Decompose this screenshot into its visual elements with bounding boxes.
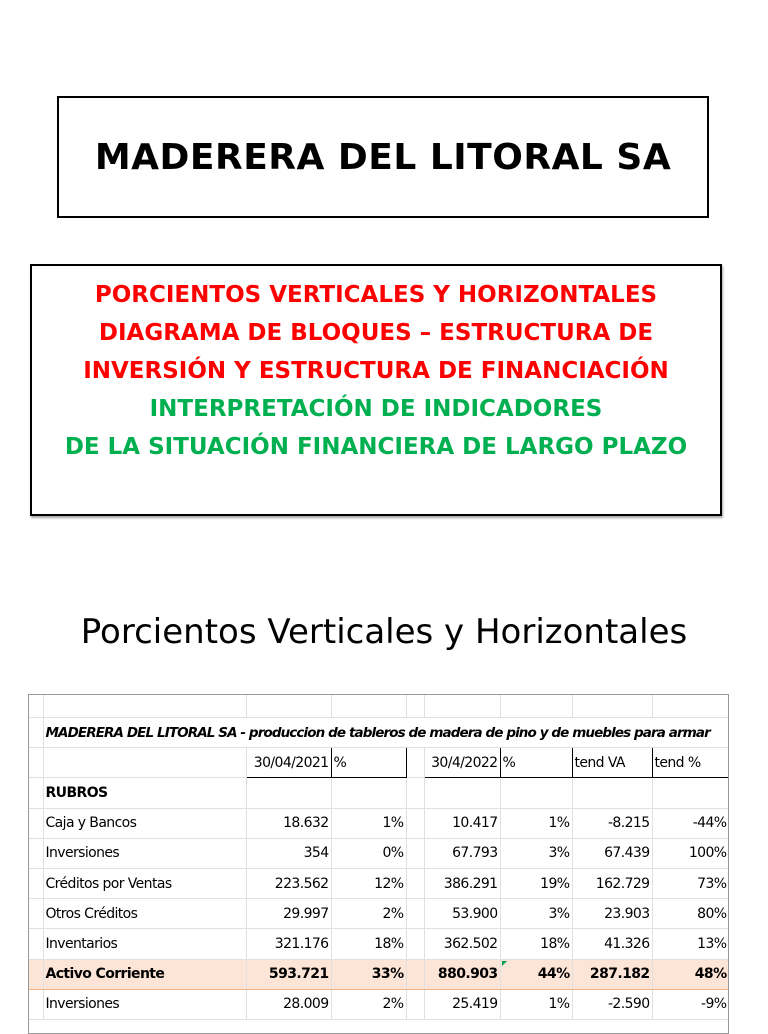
pct-2022: 3% [500, 838, 572, 868]
pct-2021: 0% [331, 838, 406, 868]
header-pct-2022: % [500, 748, 572, 778]
tend-va: -2.590 [572, 989, 652, 1019]
pct-2022: 1% [500, 989, 572, 1019]
value-2022: 25.419 [424, 989, 500, 1019]
total-tend-pct: 48% [652, 959, 729, 989]
section-row [29, 778, 729, 808]
value-2021: 321.176 [246, 929, 331, 959]
tend-pct: -9% [652, 989, 729, 1019]
table-row [29, 838, 729, 868]
value-2022: 10.417 [424, 808, 500, 838]
header-date-2021: 30/04/2021 [246, 748, 331, 778]
pct-2022: 1% [500, 808, 572, 838]
tend-va: -8.215 [572, 808, 652, 838]
subtitle-line-1: PORCIENTOS VERTICALES Y HORIZONTALES [94, 282, 658, 308]
spreadsheet [28, 694, 729, 1034]
pct-2021: 18% [331, 929, 406, 959]
tend-pct: 100% [652, 838, 729, 868]
pct-2021: 12% [331, 868, 406, 898]
total-pct-2021: 33% [331, 959, 406, 989]
table-caption-row [29, 718, 729, 748]
value-2021: 28.009 [246, 989, 331, 1019]
tend-pct: 80% [652, 899, 729, 929]
tend-va: 41.326 [572, 929, 652, 959]
header-tend-va: tend VA [572, 748, 652, 778]
value-2021: 18.632 [246, 808, 331, 838]
table-row [29, 868, 729, 898]
subtitle-line-2: DIAGRAMA DE BLOQUES – ESTRUCTURA DE [98, 320, 654, 346]
value-2022: 67.793 [424, 838, 500, 868]
table-row [29, 695, 729, 718]
total-tend-va: 287.182 [572, 959, 652, 989]
subtitle-box [30, 264, 722, 516]
value-2022: 386.291 [424, 868, 500, 898]
header-tend-pct: tend % [652, 748, 729, 778]
row-label: Inventarios [43, 929, 246, 959]
tend-va: 162.729 [572, 868, 652, 898]
pct-2021: 2% [331, 989, 406, 1019]
tend-va: 23.903 [572, 899, 652, 929]
tend-pct: -44% [652, 808, 729, 838]
table-caption: MADERERA DEL LITORAL SA - produccion de tableros de madera de pino y de muebles para armar [43, 718, 729, 748]
balance-table [29, 695, 729, 1020]
row-label: Otros Créditos [43, 899, 246, 929]
table-row [29, 808, 729, 838]
pct-2022: 3% [500, 899, 572, 929]
table-row [29, 989, 729, 1019]
table-row [29, 899, 729, 929]
row-label: Inversiones [43, 989, 246, 1019]
subtitle-line-5: DE LA SITUACIÓN FINANCIERA DE LARGO PLAZO [64, 434, 688, 460]
total-row [29, 959, 729, 989]
total-value-2022: 880.903 [424, 959, 500, 989]
pct-2022: 18% [500, 929, 572, 959]
value-2021: 29.997 [246, 899, 331, 929]
value-2022: 362.502 [424, 929, 500, 959]
value-2022: 53.900 [424, 899, 500, 929]
tend-pct: 13% [652, 929, 729, 959]
header-pct-2021: % [331, 748, 406, 778]
pct-2021: 2% [331, 899, 406, 929]
section-label: RUBROS [43, 778, 246, 808]
subtitle-line-3: INVERSIÓN Y ESTRUCTURA DE FINANCIACIÓN [83, 358, 669, 384]
total-pct-2022: 44% [500, 959, 572, 989]
tend-pct: 73% [652, 868, 729, 898]
total-label: Activo Corriente [43, 959, 246, 989]
header-date-2022: 30/4/2022 [424, 748, 500, 778]
pct-2021: 1% [331, 808, 406, 838]
title-box [57, 96, 709, 218]
row-label: Inversiones [43, 838, 246, 868]
main-title: MADERERA DEL LITORAL SA [94, 136, 672, 178]
table-header-row [29, 748, 729, 778]
tend-va: 67.439 [572, 838, 652, 868]
pct-2022: 19% [500, 868, 572, 898]
row-label: Caja y Bancos [43, 808, 246, 838]
section-title: Porcientos Verticales y Horizontales [80, 612, 688, 652]
total-value-2021: 593.721 [246, 959, 331, 989]
row-label: Créditos por Ventas [43, 868, 246, 898]
value-2021: 223.562 [246, 868, 331, 898]
subtitle-line-4: INTERPRETACIÓN DE INDICADORES [149, 396, 603, 422]
value-2021: 354 [246, 838, 331, 868]
table-row [29, 929, 729, 959]
